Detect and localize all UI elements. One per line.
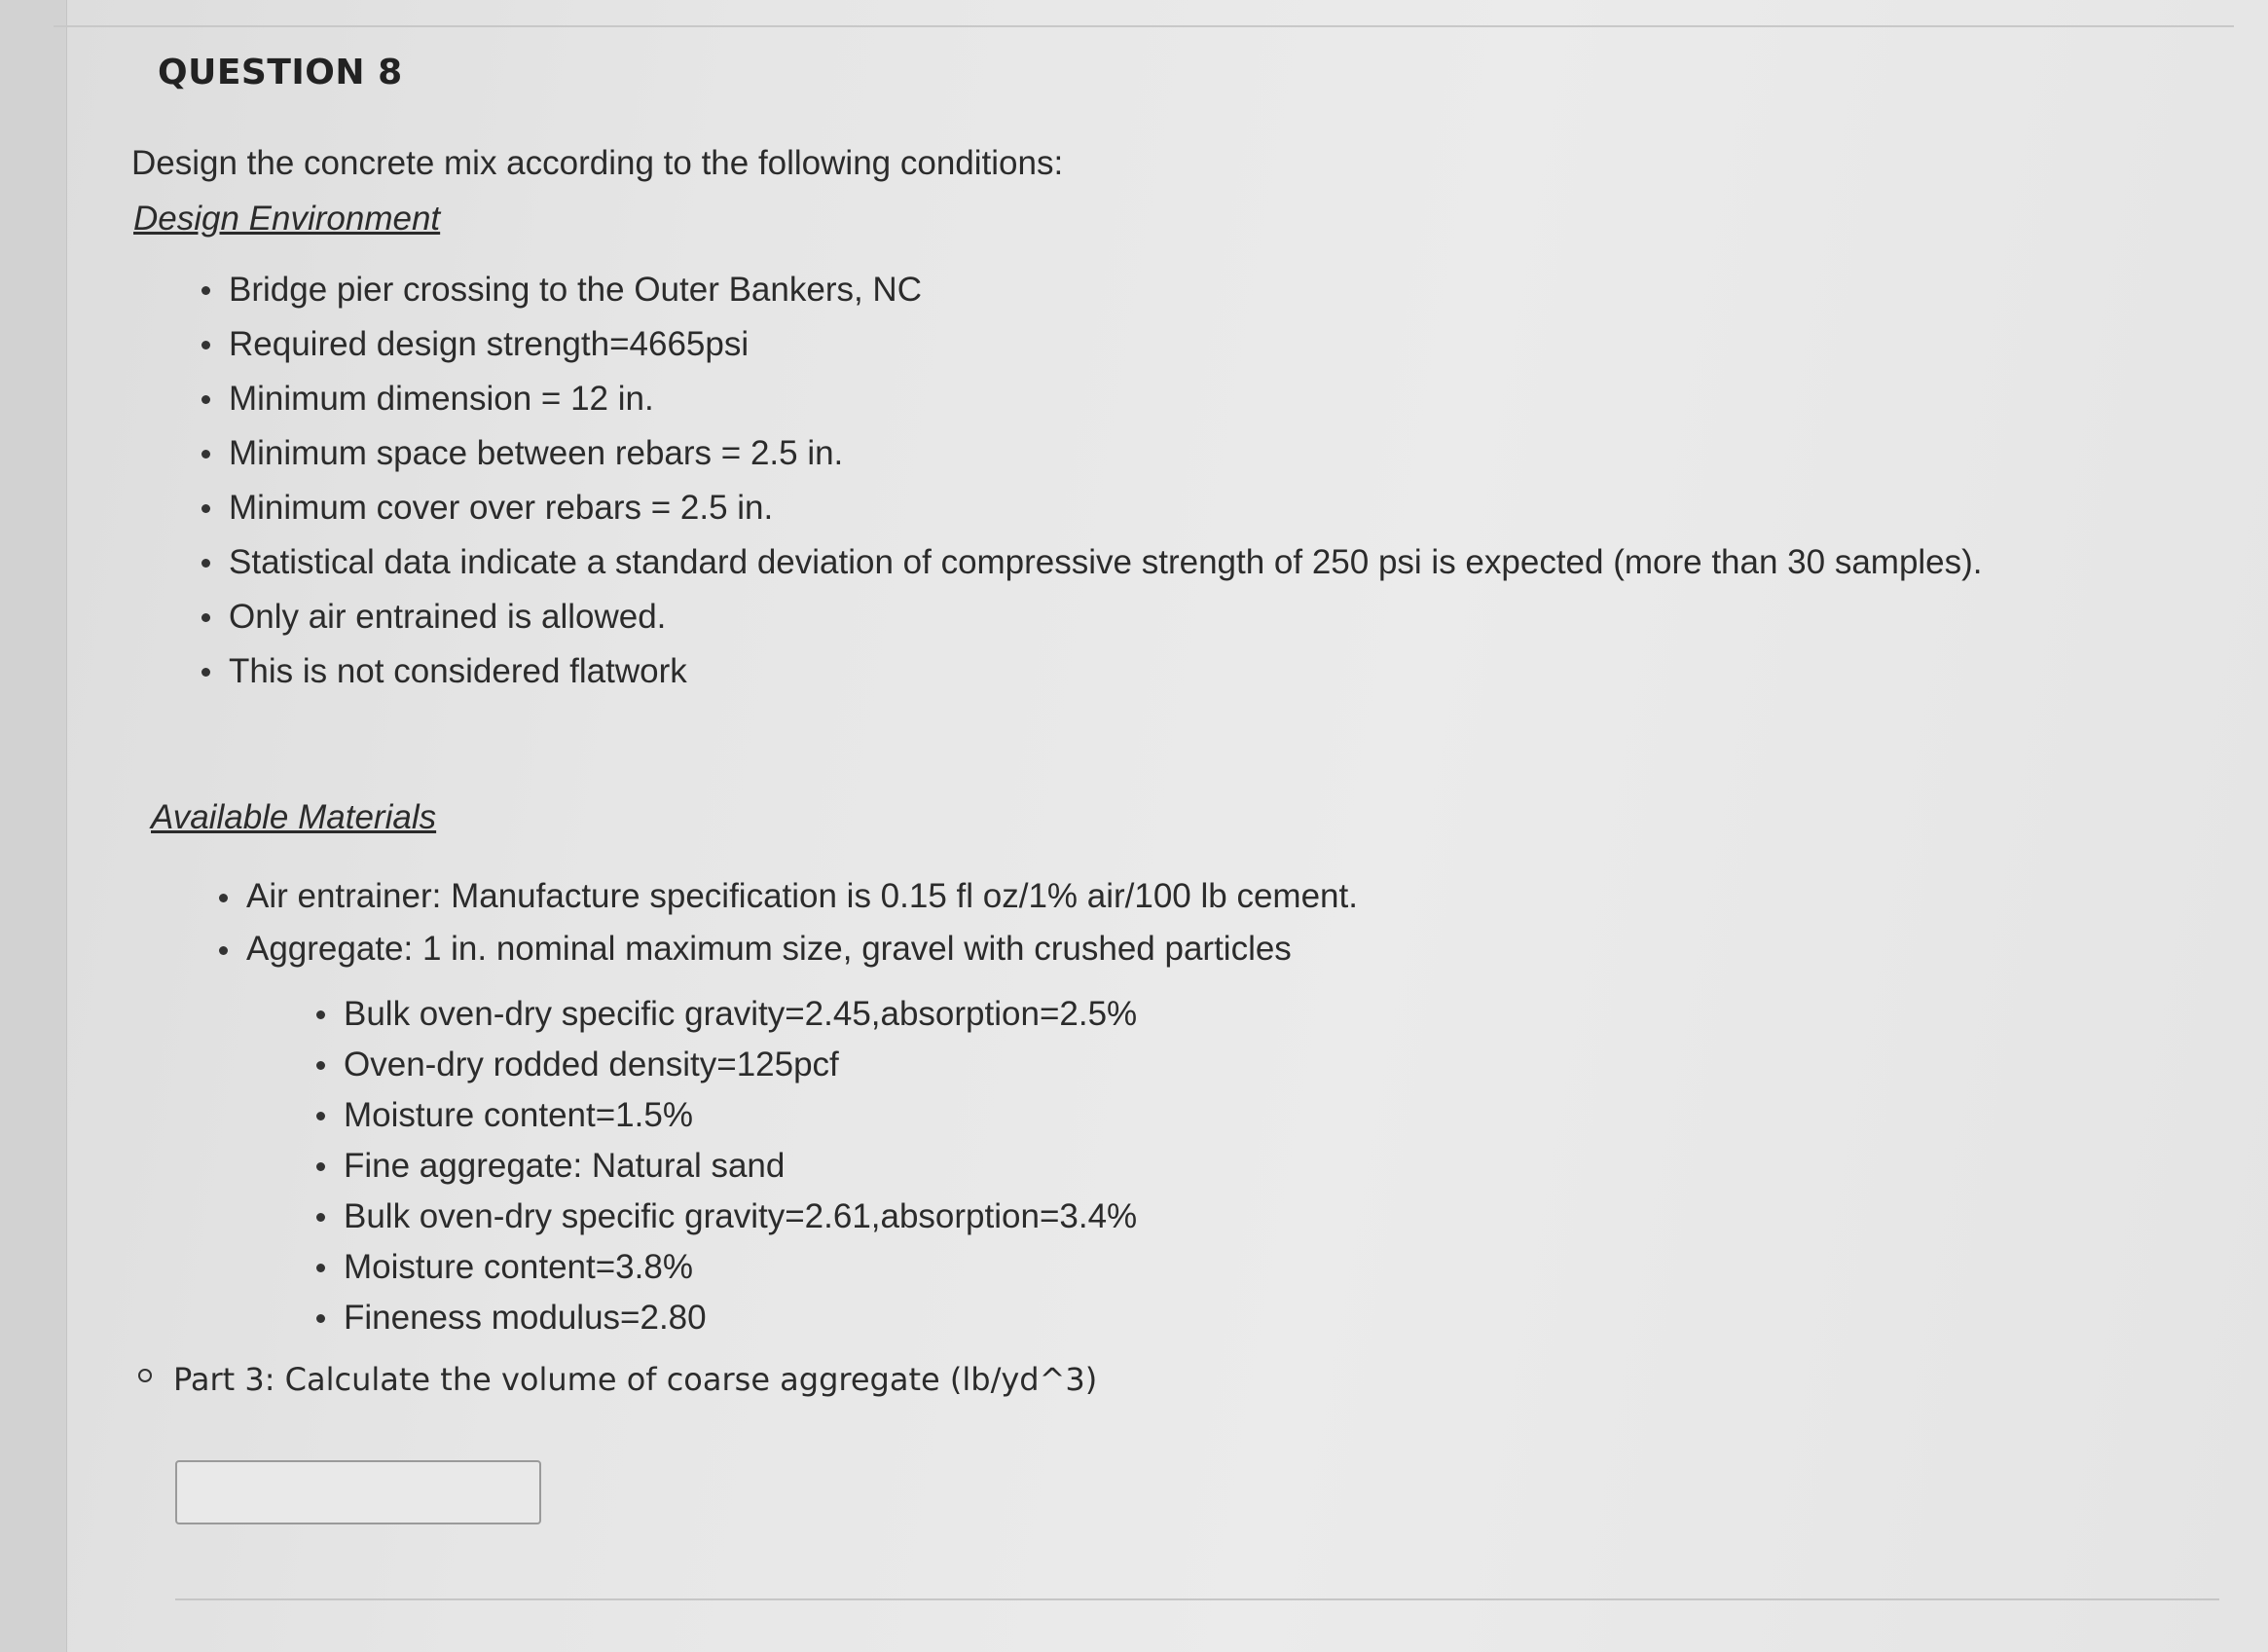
- bottom-divider: [175, 1598, 2219, 1600]
- list-item: This is not considered flatwork: [229, 644, 1983, 699]
- question-intro: Design the concrete mix according to the following conditions:: [131, 144, 1064, 182]
- hollow-bullet-icon: [138, 1369, 152, 1382]
- list-item: Only air entrained is allowed.: [229, 590, 1983, 644]
- list-item: Bridge pier crossing to the Outer Bankers, NC: [229, 263, 1983, 317]
- answer-input[interactable]: [175, 1460, 541, 1524]
- list-item: Statistical data indicate a standard deviation of compressive strength of 250 psi is expected (more than 30 samples).: [229, 535, 1983, 590]
- list-item: Moisture content=1.5%: [344, 1090, 1137, 1141]
- list-item: Fine aggregate: Natural sand: [344, 1141, 1137, 1192]
- list-item: Moisture content=3.8%: [344, 1242, 1137, 1293]
- list-item: Fineness modulus=2.80: [344, 1293, 1137, 1343]
- part-3-label: Part 3: Calculate the volume of coarse aggregate (lb/yd^3): [173, 1361, 1098, 1398]
- aggregate-properties-list: [344, 989, 1137, 1343]
- design-environment-list: [229, 263, 1983, 699]
- list-item: Minimum space between rebars = 2.5 in.: [229, 426, 1983, 481]
- list-item: Minimum dimension = 12 in.: [229, 372, 1983, 426]
- top-divider: [54, 25, 2234, 27]
- available-materials-heading: Available Materials: [151, 798, 437, 836]
- list-item: Aggregate: 1 in. nominal maximum size, gravel with crushed particles: [246, 923, 1358, 975]
- page-left-margin: [0, 0, 67, 1652]
- list-item: Air entrainer: Manufacture specification is 0.15 fl oz/1% air/100 lb cement.: [246, 870, 1358, 923]
- part-3-prompt: [138, 1361, 1097, 1398]
- list-item: Bulk oven-dry specific gravity=2.45,absorption=2.5%: [344, 989, 1137, 1040]
- list-item: Oven-dry rodded density=125pcf: [344, 1040, 1137, 1090]
- list-item: Minimum cover over rebars = 2.5 in.: [229, 481, 1983, 535]
- question-title: QUESTION 8: [158, 53, 403, 92]
- available-materials-list: [246, 870, 1358, 975]
- list-item: Bulk oven-dry specific gravity=2.61,absorption=3.4%: [344, 1192, 1137, 1242]
- list-item: Required design strength=4665psi: [229, 317, 1983, 372]
- design-environment-heading: Design Environment: [133, 200, 441, 238]
